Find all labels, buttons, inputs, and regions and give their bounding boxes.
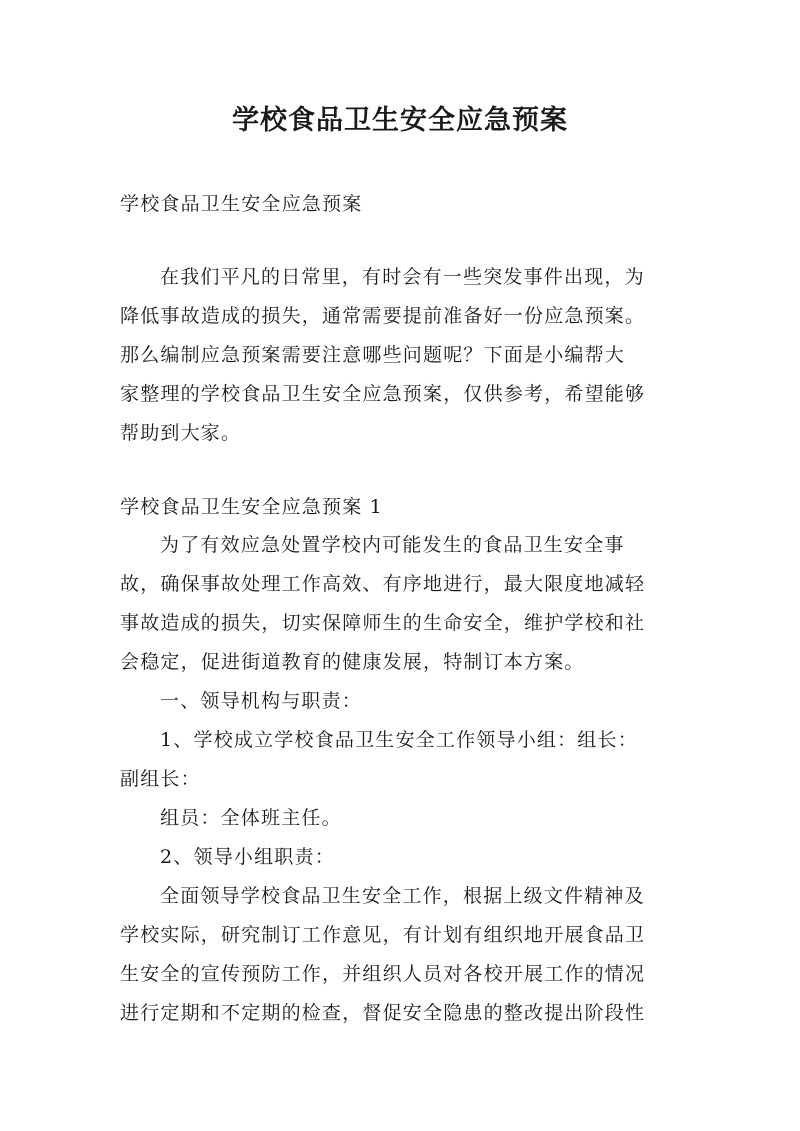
body-line: 组员：全体班主任。 bbox=[160, 807, 342, 829]
body-line: 一、领导机构与职责： bbox=[160, 690, 363, 712]
body-line: 为了有效应急处置学校内可能发生的食品卫生安全事 bbox=[160, 534, 625, 556]
body-line: 全面领导学校食品卫生安全工作，根据上级文件精神及 bbox=[160, 885, 645, 907]
intro-line: 帮助到大家。 bbox=[120, 422, 242, 444]
body-line: 进行定期和不定期的检查，督促安全隐患的整改提出阶段性 bbox=[120, 1002, 646, 1024]
body-line: 学校实际，研究制订工作意见，有计划有组织地开展食品卫 bbox=[120, 924, 646, 946]
intro-line: 那么编制应急预案需要注意哪些问题呢？下面是小编帮大 bbox=[120, 344, 626, 366]
section-heading: 学校食品卫生安全应急预案 1 bbox=[120, 496, 383, 518]
document-title: 学校食品卫生安全应急预案 bbox=[232, 105, 568, 136]
body-line: 1、学校成立学校食品卫生安全工作领导小组：组长： bbox=[160, 729, 638, 751]
body-line: 会稳定，促进街道教育的健康发展，特制订本方案。 bbox=[120, 651, 585, 673]
body-line: 故，确保事故处理工作高效、有序地进行，最大限度地减轻 bbox=[120, 573, 646, 595]
document-subtitle: 学校食品卫生安全应急预案 bbox=[120, 193, 363, 215]
body-line: 事故造成的损失，切实保障师生的生命安全，维护学校和社 bbox=[120, 612, 646, 634]
intro-line: 降低事故造成的损失，通常需要提前准备好一份应急预案。 bbox=[120, 305, 646, 327]
body-line: 生安全的宣传预防工作，并组织人员对各校开展工作的情况 bbox=[120, 963, 646, 985]
body-line: 副组长： bbox=[120, 768, 201, 790]
intro-line: 家整理的学校食品卫生安全应急预案，仅供参考，希望能够 bbox=[120, 383, 646, 405]
body-line: 2、领导小组职责： bbox=[160, 846, 335, 868]
intro-line: 在我们平凡的日常里，有时会有一些突发事件出现，为 bbox=[160, 266, 645, 288]
